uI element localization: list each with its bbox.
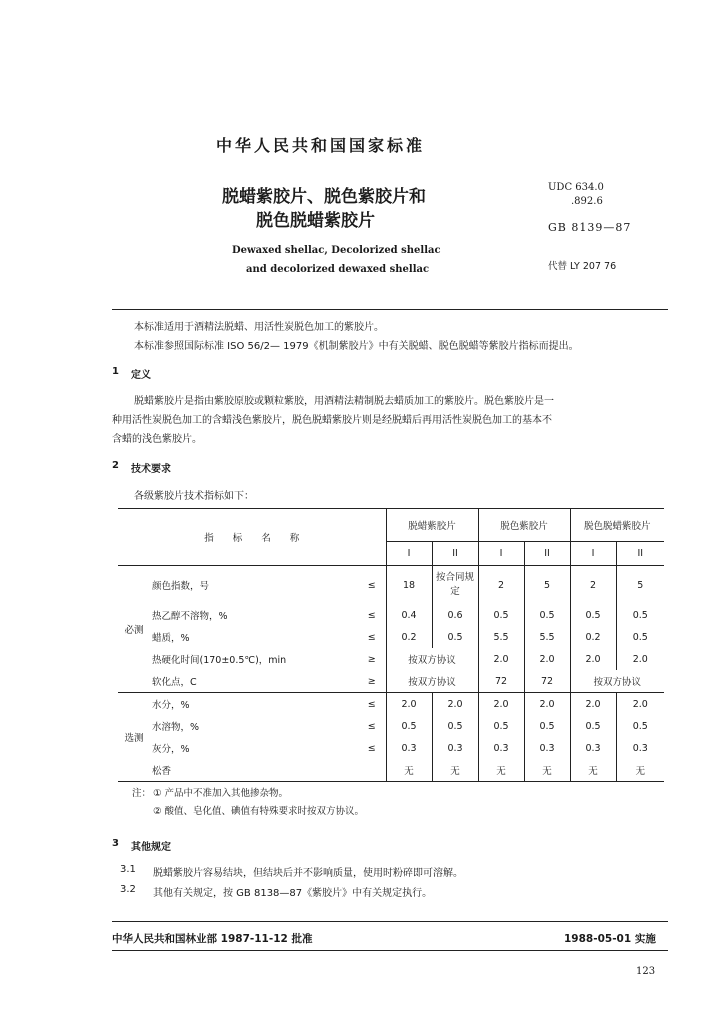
table-cell: 无 bbox=[524, 759, 570, 782]
comparison-operator: ≤ bbox=[367, 609, 376, 621]
comparison-operator bbox=[358, 759, 386, 782]
indicator-name: 热硬化时间(170±0.5℃)，min bbox=[152, 655, 287, 666]
table-cell: 0.3 bbox=[616, 737, 664, 759]
table-row bbox=[118, 759, 664, 782]
section-2-title: 技术要求 bbox=[131, 464, 171, 475]
indicator-name: 水溶物，% bbox=[152, 722, 200, 733]
table-cell: 0.5 bbox=[616, 626, 664, 648]
intro-paragraph-1: 本标准适用于酒精法脱蜡、用活性炭脱色加工的紫胶片。 bbox=[134, 322, 384, 333]
comparison-operator: ≤ bbox=[367, 579, 376, 591]
spec-table bbox=[118, 508, 664, 782]
table-header-row bbox=[118, 509, 664, 542]
notes-label: 注： bbox=[132, 788, 152, 799]
english-title-line2: and decolorized dewaxed shellac bbox=[246, 264, 430, 275]
english-title-line1: Dewaxed shellac, Decolorized shellac bbox=[232, 245, 441, 256]
table-cell: 2.0 bbox=[478, 648, 524, 670]
intro-paragraph-2: 本标准参照国际标准 ISO 56/2— 1979《机制紫胶片》中有关脱蜡、脱色脱蜡等紫胶片指标而提出。 bbox=[134, 341, 579, 352]
indicator-name: 软化点，C bbox=[152, 677, 197, 688]
section-2-number: 2 bbox=[112, 460, 119, 471]
table-cell: 0.5 bbox=[386, 715, 432, 737]
table-cell: 无 bbox=[478, 759, 524, 782]
table-cell: 0.5 bbox=[478, 715, 524, 737]
grade-label: II bbox=[432, 541, 478, 565]
comparison-operator: ≤ bbox=[367, 631, 376, 643]
definition-line-3: 含蜡的浅色紫胶片。 bbox=[112, 434, 202, 445]
table-row bbox=[118, 670, 664, 693]
clause-3-1-number: 3.1 bbox=[120, 864, 136, 875]
indicator-name: 热乙醇不溶物，% bbox=[152, 611, 228, 622]
grade-label: I bbox=[478, 541, 524, 565]
note-2: ② 酸值、皂化值、碘值有特殊要求时按双方协议。 bbox=[153, 806, 365, 817]
table-cell-merged: 按双方协议 bbox=[386, 670, 478, 693]
udc-code-cont: .892.6 bbox=[571, 196, 603, 207]
group-header-decolorized: 脱色紫胶片 bbox=[478, 509, 570, 542]
table-cell: 0.2 bbox=[386, 626, 432, 648]
table-row bbox=[118, 566, 664, 605]
indicator-name: 蜡质，% bbox=[152, 633, 190, 644]
comparison-operator: ≥ bbox=[367, 653, 376, 665]
document-title-line1: 脱蜡紫胶片、脱色紫胶片和 bbox=[222, 187, 426, 207]
footer-divider bbox=[112, 921, 668, 922]
comparison-operator: ≤ bbox=[367, 742, 376, 754]
document-title-line2: 脱色脱蜡紫胶片 bbox=[256, 211, 375, 231]
section-1-title: 定义 bbox=[131, 370, 151, 381]
table-cell: 2 bbox=[478, 566, 524, 605]
table-cell: 0.3 bbox=[570, 737, 616, 759]
table-cell: 0.5 bbox=[432, 626, 478, 648]
comparison-operator: ≤ bbox=[367, 720, 376, 732]
table-cell: 2.0 bbox=[524, 648, 570, 670]
table-cell: 2.0 bbox=[524, 693, 570, 716]
table-cell: 2.0 bbox=[432, 693, 478, 716]
comparison-operator: ≤ bbox=[367, 698, 376, 710]
page-number: 123 bbox=[636, 966, 656, 977]
table-cell: 5.5 bbox=[478, 626, 524, 648]
section-3-title: 其他规定 bbox=[131, 842, 171, 853]
gb-number: GB 8139—87 bbox=[548, 221, 632, 234]
table-cell: 5.5 bbox=[524, 626, 570, 648]
table-cell: 0.5 bbox=[616, 604, 664, 626]
indicator-name: 颜色指数，号 bbox=[152, 581, 210, 592]
table-cell: 0.3 bbox=[432, 737, 478, 759]
standard-org-title: 中华人民共和国国家标准 bbox=[216, 136, 426, 155]
section-3-number: 3 bbox=[112, 838, 119, 849]
indicator-name: 灰分，% bbox=[152, 744, 190, 755]
table-cell: 0.5 bbox=[524, 715, 570, 737]
table-cell: 72 bbox=[478, 670, 524, 693]
clause-3-1: 脱蜡紫胶片容易结块，但结块后并不影响质量，使用时粉碎即可溶解。 bbox=[153, 868, 463, 879]
table-cell: 2.0 bbox=[570, 648, 616, 670]
table-cell: 0.5 bbox=[570, 604, 616, 626]
table-cell-merged: 按双方协议 bbox=[386, 648, 478, 670]
table-cell: 0.5 bbox=[432, 715, 478, 737]
table-cell: 0.6 bbox=[432, 604, 478, 626]
table-cell: 0.5 bbox=[570, 715, 616, 737]
table-cell: 2.0 bbox=[386, 693, 432, 716]
table-row bbox=[118, 648, 664, 670]
category-optional: 选测 bbox=[118, 693, 150, 782]
grade-label: I bbox=[570, 541, 616, 565]
table-cell: 2.0 bbox=[616, 693, 664, 716]
table-row bbox=[118, 693, 664, 716]
indicator-header: 指 标 名 称 bbox=[118, 509, 386, 566]
table-cell: 5 bbox=[616, 566, 664, 605]
table-cell: 0.2 bbox=[570, 626, 616, 648]
table-row bbox=[118, 626, 664, 648]
table-cell: 0.3 bbox=[386, 737, 432, 759]
table-row bbox=[118, 604, 664, 626]
group-header-decolorized-dewaxed: 脱色脱蜡紫胶片 bbox=[570, 509, 664, 542]
table-cell: 0.5 bbox=[616, 715, 664, 737]
table-cell: 0.3 bbox=[478, 737, 524, 759]
spec-table-lead: 各级紫胶片技术指标如下： bbox=[134, 491, 254, 502]
table-cell: 无 bbox=[432, 759, 478, 782]
table-cell: 无 bbox=[386, 759, 432, 782]
table-cell-merged: 按双方协议 bbox=[570, 670, 664, 693]
table-row bbox=[118, 715, 664, 737]
definition-line-1: 脱蜡紫胶片是指由紫胶原胶或颗粒紫胶，用酒精法精制脱去蜡质加工的紫胶片。脱色紫胶片是一 bbox=[134, 396, 554, 407]
table-cell: 2.0 bbox=[616, 648, 664, 670]
definition-line-2: 种用活性炭脱色加工的含蜡浅色紫胶片，脱色脱蜡紫胶片则是经脱蜡后再用活性炭脱色加工的基本不 bbox=[112, 415, 552, 426]
grade-label: I bbox=[386, 541, 432, 565]
table-cell: 2 bbox=[570, 566, 616, 605]
table-cell: 72 bbox=[524, 670, 570, 693]
table-cell: 0.4 bbox=[386, 604, 432, 626]
note-1: ① 产品中不准加入其他掺杂物。 bbox=[153, 788, 289, 799]
table-cell: 2.0 bbox=[570, 693, 616, 716]
implementation-date: 1988-05-01 实施 bbox=[564, 933, 656, 945]
grade-label: II bbox=[616, 541, 664, 565]
replaces-standard: 代替 LY 207 76 bbox=[548, 261, 617, 272]
category-required: 必测 bbox=[124, 625, 144, 636]
table-cell: 18 bbox=[386, 566, 432, 605]
clause-3-2: 其他有关规定，按 GB 8138—87《紫胶片》中有关规定执行。 bbox=[153, 888, 433, 899]
table-cell: 按合同规定 bbox=[432, 566, 478, 605]
header-divider bbox=[112, 309, 668, 310]
group-header-dewaxed: 脱蜡紫胶片 bbox=[386, 509, 478, 542]
table-cell: 0.5 bbox=[524, 604, 570, 626]
approval-line: 中华人民共和国林业部 1987-11-12 批准 bbox=[112, 933, 313, 945]
udc-code: UDC 634.0 bbox=[548, 182, 604, 193]
table-cell: 无 bbox=[616, 759, 664, 782]
indicator-name: 水分，% bbox=[152, 700, 190, 711]
grade-label: II bbox=[524, 541, 570, 565]
clause-3-2-number: 3.2 bbox=[120, 884, 136, 895]
table-cell: 5 bbox=[524, 566, 570, 605]
comparison-operator: ≥ bbox=[367, 675, 376, 687]
table-row bbox=[118, 737, 664, 759]
table-cell: 0.3 bbox=[524, 737, 570, 759]
footer-divider-bottom bbox=[112, 950, 668, 951]
table-cell: 2.0 bbox=[478, 693, 524, 716]
indicator-name: 松香 bbox=[152, 766, 172, 777]
table-cell: 无 bbox=[570, 759, 616, 782]
section-1-number: 1 bbox=[112, 366, 119, 377]
table-cell: 0.5 bbox=[478, 604, 524, 626]
